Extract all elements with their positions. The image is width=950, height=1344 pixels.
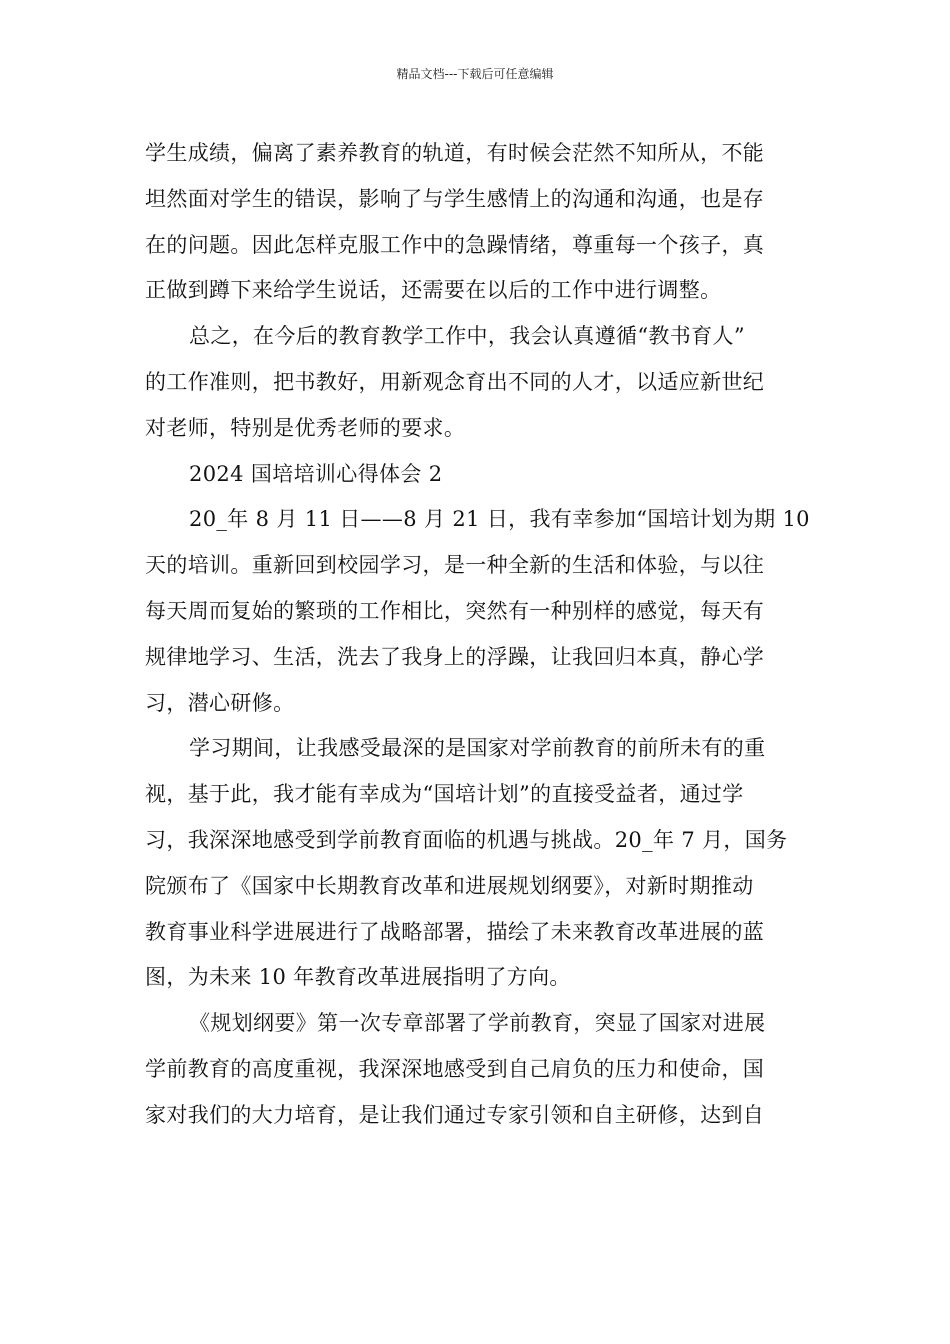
- text-line: 家对我们的大力培育，是让我们通过专家引领和自主研修，达到自: [145, 1102, 765, 1127]
- text-line: 总之，在今后的教育教学工作中，我会认真遵循“教书育人”: [189, 324, 745, 349]
- section-heading: [145, 452, 815, 498]
- text-line: 视，基于此，我才能有幸成为“国培计划”的直接受益者，通过学: [145, 782, 744, 807]
- paragraph-1: [145, 131, 815, 314]
- text-line: 坦然面对学生的错误，影响了与学生感情上的沟通和沟通，也是存: [145, 186, 765, 211]
- text-line: 对老师，特别是优秀老师的要求。: [145, 415, 466, 440]
- text-line: 正做到蹲下来给学生说话，还需要在以后的工作中进行调整。: [145, 278, 722, 303]
- paragraph-4: [145, 726, 815, 1001]
- text-line: 20_年 8 月 11 日——8 月 21 日，我有幸参加“国培计划为期 10: [189, 507, 810, 532]
- text-line: 学前教育的高度重视，我深深地感受到自己肩负的压力和使命，国: [145, 1056, 765, 1081]
- page-header: 精品文档---下载后可任意编辑: [396, 67, 554, 81]
- text-line: 习，我深深地感受到学前教育面临的机遇与挑战。20_年 7 月，国务: [145, 827, 788, 852]
- text-line: 天的培训。重新回到校园学习，是一种全新的生活和体验，与以往: [145, 553, 765, 578]
- text-line: 规律地学习、生活，洗去了我身上的浮躁，让我回归本真，静心学: [145, 644, 765, 669]
- text-line: 在的问题。因此怎样克服工作中的急躁情绪，尊重每一个孩子，真: [145, 232, 765, 257]
- text-line: 每天周而复始的繁琐的工作相比，突然有一种别样的感觉，每天有: [145, 598, 765, 623]
- text-line: 的工作准则，把书教好，用新观念育出不同的人才，以适应新世纪: [145, 369, 765, 394]
- paragraph-2: [145, 314, 815, 451]
- document-body: [145, 131, 815, 1139]
- paragraph-5: [145, 1001, 815, 1138]
- text-line: 《规划纲要》第一次专章部署了学前教育，突显了国家对进展: [189, 1011, 766, 1036]
- text-line: 学生成绩，偏离了素养教育的轨道，有时候会茫然不知所从，不能: [145, 141, 765, 165]
- text-line: 教育事业科学进展进行了战略部署，描绘了未来教育改革进展的蓝: [145, 919, 765, 944]
- text-line: 习，潜心研修。: [145, 690, 295, 715]
- heading-text: 2024 国培培训心得体会 2: [189, 461, 443, 486]
- text-line: 图，为未来 10 年教育改革进展指明了方向。: [145, 965, 571, 990]
- paragraph-3: [145, 497, 815, 726]
- text-line: 学习期间，让我感受最深的是国家对学前教育的前所未有的重: [189, 736, 766, 761]
- text-line: 院颁布了《国家中长期教育改革和进展规划纲要》，对新时期推动: [145, 873, 754, 898]
